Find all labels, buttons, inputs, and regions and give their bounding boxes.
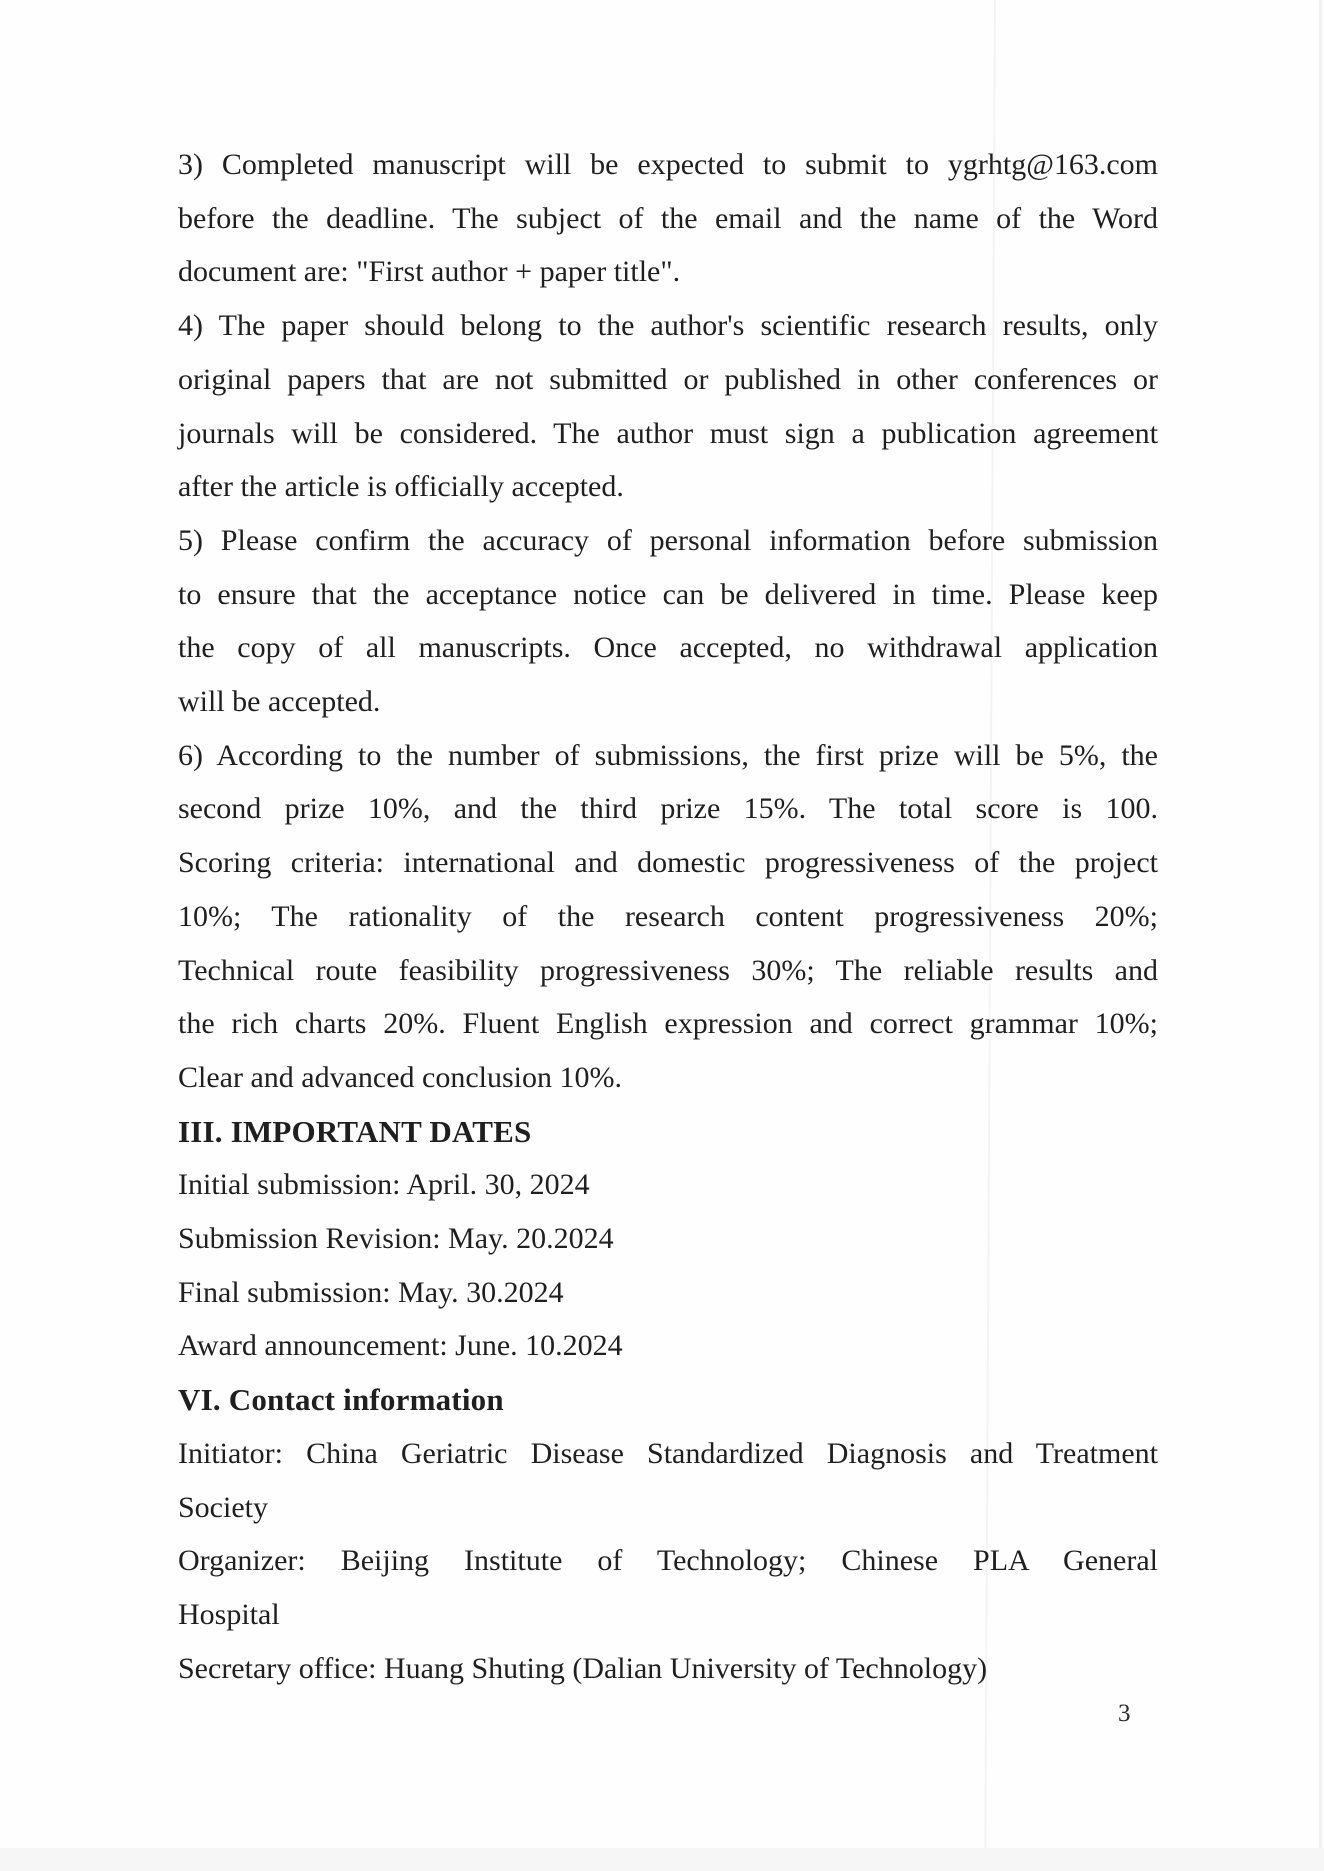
item-4-originality-requirement (178, 299, 1158, 514)
text-line: Initiator: China Geriatric Disease Standardized Diagnosis and Treatment (178, 1436, 1158, 1470)
text-line: before the deadline. The subject of the email and the name of the Word (178, 201, 1158, 235)
scan-right-edge-line (1319, 0, 1322, 1871)
text-line: Organizer: Beijing Institute of Technology; Chinese PLA General (178, 1544, 1158, 1578)
page-number: 3 (1118, 1700, 1131, 1727)
text-line: 10%; The rationality of the research content progressiveness 20%; (178, 899, 1158, 933)
text-line: the copy of all manuscripts. Once accepted, no withdrawal application (178, 631, 1158, 665)
contact-secretary-office (178, 1642, 1158, 1696)
date-submission-revision (178, 1212, 1158, 1266)
scan-bottom-edge (0, 1848, 1324, 1871)
text-line: Scoring criteria: international and domestic progressiveness of the project (178, 846, 1158, 880)
text-line: 5) Please confirm the accuracy of personal information before submission (178, 523, 1158, 557)
document-blocks (178, 138, 1158, 1695)
text-line: original papers that are not submitted or published in other conferences or (178, 362, 1158, 396)
text-line: 6) According to the number of submissions, the first prize will be 5%, the (178, 738, 1158, 772)
text-line: will be accepted. (178, 685, 381, 719)
text-line: Clear and advanced conclusion 10%. (178, 1060, 623, 1094)
text-line: Technical route feasibility progressiveness 30%; The reliable results and (178, 953, 1158, 987)
date-final-submission (178, 1266, 1158, 1320)
text-line: Award announcement: June. 10.2024 (178, 1329, 623, 1363)
text-line: 4) The paper should belong to the author's scientific research results, only (178, 309, 1158, 343)
important-dates-heading: III. IMPORTANT DATES (178, 1113, 532, 1149)
text-line: Secretary office: Huang Shuting (Dalian University of Technology) (178, 1651, 988, 1685)
text-line: Submission Revision: May. 20.2024 (178, 1222, 614, 1256)
text-line: journals will be considered. The author must sign a publication agreement (178, 416, 1158, 450)
contact-initiator (178, 1427, 1158, 1534)
text-line: the rich charts 20%. Fluent English expression and correct grammar 10%; (178, 1007, 1158, 1041)
text-line: to ensure that the acceptance notice can be delivered in time. Please keep (178, 577, 1158, 611)
item-6-prizes-and-scoring (178, 729, 1158, 1105)
item-3-submission-email (178, 138, 1158, 299)
text-line: second prize 10%, and the third prize 15%. The total score is 100. (178, 792, 1158, 826)
date-award-announcement (178, 1319, 1158, 1373)
text-line: Hospital (178, 1597, 280, 1631)
text-line: document are: "First author + paper title". (178, 255, 681, 289)
date-initial-submission (178, 1158, 1158, 1212)
text-line: Initial submission: April. 30, 2024 (178, 1168, 590, 1202)
contact-information-heading: VI. Contact information (178, 1382, 504, 1418)
contact-organizer (178, 1534, 1158, 1641)
text-line: 3) Completed manuscript will be expected to submit to ygrhtg@163.com (178, 148, 1158, 181)
text-line: after the article is officially accepted. (178, 470, 624, 504)
item-5-personal-information (178, 514, 1158, 729)
text-line: Society (178, 1490, 268, 1524)
text-line: Final submission: May. 30.2024 (178, 1275, 564, 1309)
document-body (178, 138, 1158, 1695)
